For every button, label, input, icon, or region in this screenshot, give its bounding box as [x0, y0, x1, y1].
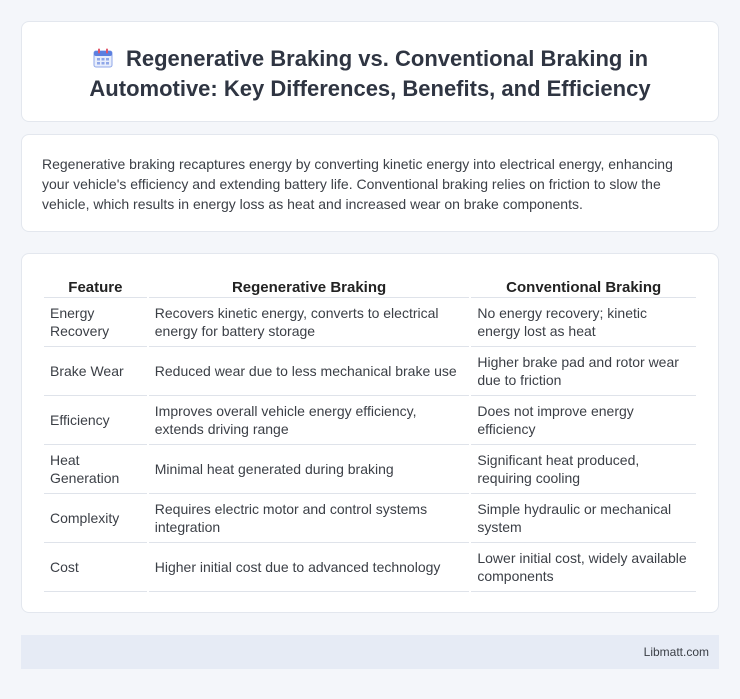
- feature-cell: Energy Recovery: [44, 298, 147, 347]
- title-card: [21, 21, 719, 122]
- conventional-cell: Lower initial cost, widely available components: [471, 543, 696, 592]
- footer: [21, 635, 719, 669]
- regenerative-cell: Requires electric motor and control systems integration: [149, 494, 470, 543]
- conventional-cell: Significant heat produced, requiring cooling: [471, 445, 696, 494]
- page-title: [52, 44, 688, 104]
- feature-cell: Heat Generation: [44, 445, 147, 494]
- conventional-cell: Higher brake pad and rotor wear due to friction: [471, 347, 696, 396]
- header-regenerative: Regenerative Braking: [149, 276, 470, 298]
- calendar-icon: [92, 47, 114, 69]
- page-title-text: Regenerative Braking vs. Conventional Braking in Automotive: Key Differences, Benefits, and Efficiency: [89, 46, 651, 101]
- table-row: [44, 347, 696, 396]
- footer-brand-link[interactable]: Libmatt.com: [643, 645, 709, 659]
- comparison-table: [42, 276, 698, 592]
- intro-card: [21, 134, 719, 232]
- header-feature: Feature: [44, 276, 147, 298]
- conventional-cell: Does not improve energy efficiency: [471, 396, 696, 445]
- feature-cell: Brake Wear: [44, 347, 147, 396]
- feature-cell: Complexity: [44, 494, 147, 543]
- table-header-row: [44, 276, 696, 298]
- regenerative-cell: Higher initial cost due to advanced technology: [149, 543, 470, 592]
- conventional-cell: Simple hydraulic or mechanical system: [471, 494, 696, 543]
- regenerative-cell: Improves overall vehicle energy efficiency, extends driving range: [149, 396, 470, 445]
- regenerative-cell: Minimal heat generated during braking: [149, 445, 470, 494]
- conventional-cell: No energy recovery; kinetic energy lost as heat: [471, 298, 696, 347]
- table-row: [44, 494, 696, 543]
- feature-cell: Efficiency: [44, 396, 147, 445]
- regenerative-cell: Recovers kinetic energy, converts to electrical energy for battery storage: [149, 298, 470, 347]
- table-row: [44, 298, 696, 347]
- table-row: [44, 445, 696, 494]
- intro-text: Regenerative braking recaptures energy by converting kinetic energy into electrical energy, enhancing your vehicle's efficiency and extending battery life. Conventional braking relies on friction to slow the vehicle, which results in energy loss as heat and increased wear on brake components.: [42, 156, 673, 212]
- table-row: [44, 543, 696, 592]
- feature-cell: Cost: [44, 543, 147, 592]
- table-row: [44, 396, 696, 445]
- comparison-table-card: [21, 253, 719, 613]
- regenerative-cell: Reduced wear due to less mechanical brake use: [149, 347, 470, 396]
- header-conventional: Conventional Braking: [471, 276, 696, 298]
